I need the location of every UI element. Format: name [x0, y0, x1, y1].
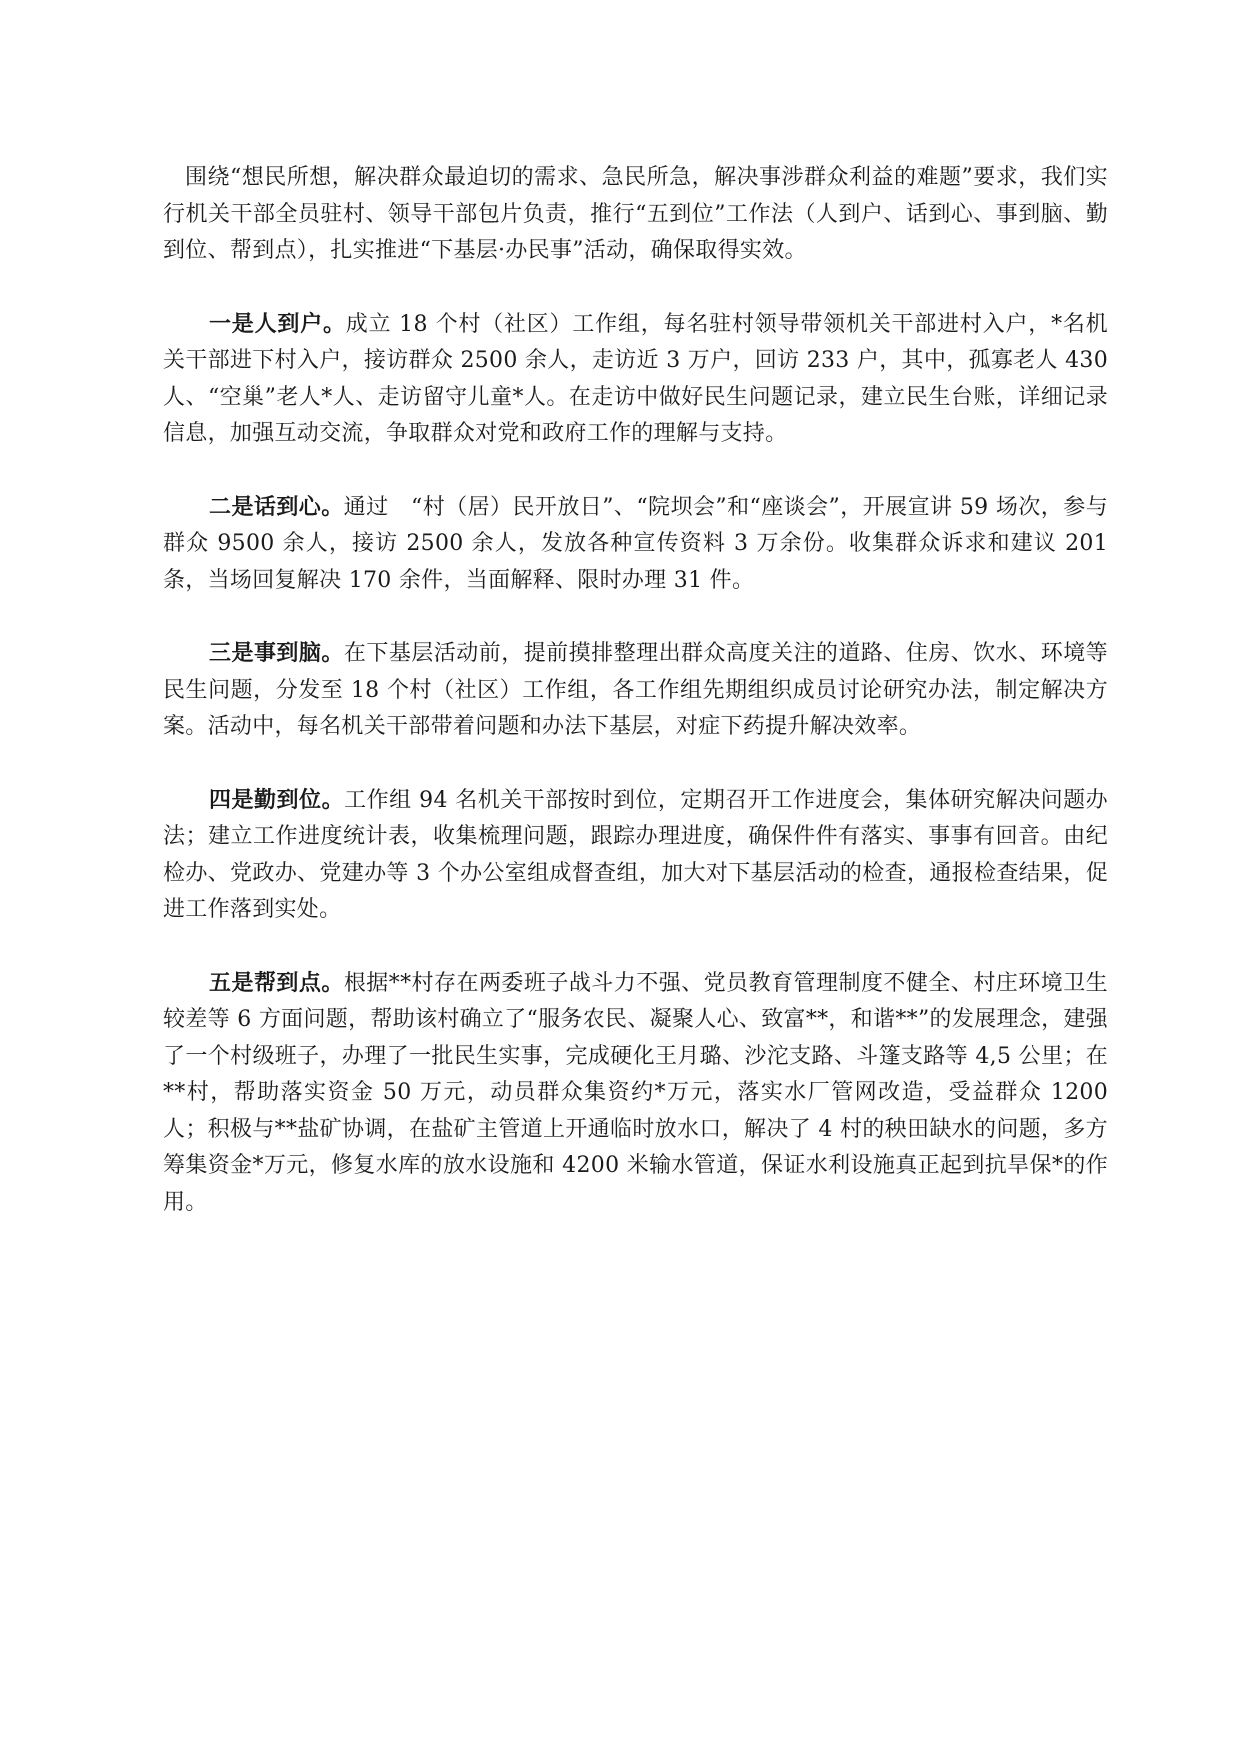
- intro-paragraph: 围绕“想民所想，解决群众最迫切的需求、急民所急，解决事涉群众利益的难题”要求，我们实行机关干部全员驻村、领导干部包片负责，推行“五到位”工作法（人到户、话到心、事到脑、勤到位、帮到点），扎实推进“下基层·办民事”活动，确保取得实效。: [163, 165, 1108, 263]
- section-paragraph-1: [163, 306, 1108, 453]
- section-paragraph-5: [163, 965, 1108, 1222]
- section-text-4: 工作组 94 名机关干部按时到位，定期召开工作进度会，集体研究解决问题办法；建立工作进度统计表，收集梳理问题，跟踪办理进度，确保件件有落实、事事有回音。由纪检办、党政办、党建办等 3 个办公室组成督查组，加大对下基层活动的检查，通报检查结果，促进工作落到实处。: [163, 787, 1108, 922]
- section-text-2: 通过 “村（居）民开放日”、“院坝会”和“座谈会”，开展宣讲 59 场次，参与群众 9500 余人，接访 2500 余人，发放各种宣传资料 3 万余份。收集群众诉求和建议 201 条，当场回复解决 170 余件，当面解释、限时办理 31 件。: [163, 494, 1108, 593]
- document-body: [163, 160, 1108, 1257]
- section-text-5: 根据**村存在两委班子战斗力不强、党员教育管理制度不健全、村庄环境卫生较差等 6 方面问题，帮助该村确立了“服务农民、凝聚人心、致富**，和谐**”的发展理念，建强了一个村级班子，办理了一批民生实事，完成硬化王月璐、沙沱支路、斗篷支路等 4,5 公里；在**村，帮助落实资金 50 万元，动员群众集资约*万元，落实水厂管网改造，受益群众 1200 人；积极与**盐矿协调，在盐矿主管道上开通临时放水口，解决了 4 村的秧田缺水的问题，多方筹集资金*万元，修复水库的放水设施和 4200 米输水管道，保证水利设施真正起到抗旱保*的作用。: [163, 970, 1108, 1215]
- section-paragraph-3: [163, 635, 1108, 746]
- section-text-3: 在下基层活动前，提前摸排整理出群众高度关注的道路、住房、饮水、环境等民生问题，分发至 18 个村（社区）工作组，各工作组先期组织成员讨论研究办法，制定解决方案。活动中，每名机关干部带着问题和办法下基层，对症下药提升解决效率。: [163, 641, 1108, 739]
- section-paragraph-2: [163, 489, 1108, 600]
- section-heading-3: 三是事到脑。: [209, 640, 344, 666]
- section-heading-5: 五是帮到点。: [209, 969, 344, 996]
- section-heading-1: 一是人到户。: [209, 310, 346, 337]
- section-text-1: 成立 18 个村（社区）工作组，每名驻村领导带领机关干部进村入户，*名机关干部进下村入户，接访群众 2500 余人，走访近 3 万户，回访 233 户，其中，孤寡老人 430 人、“空巢”老人*人、走访留守儿童*人。在走访中做好民生问题记录，建立民生台账，详细记录信息，加强互动交流，争取群众对党和政府工作的理解与支持。: [163, 311, 1108, 446]
- section-heading-2: 二是话到心。: [209, 493, 344, 520]
- section-heading-4: 四是勤到位。: [209, 786, 345, 813]
- section-paragraph-4: [163, 782, 1108, 929]
